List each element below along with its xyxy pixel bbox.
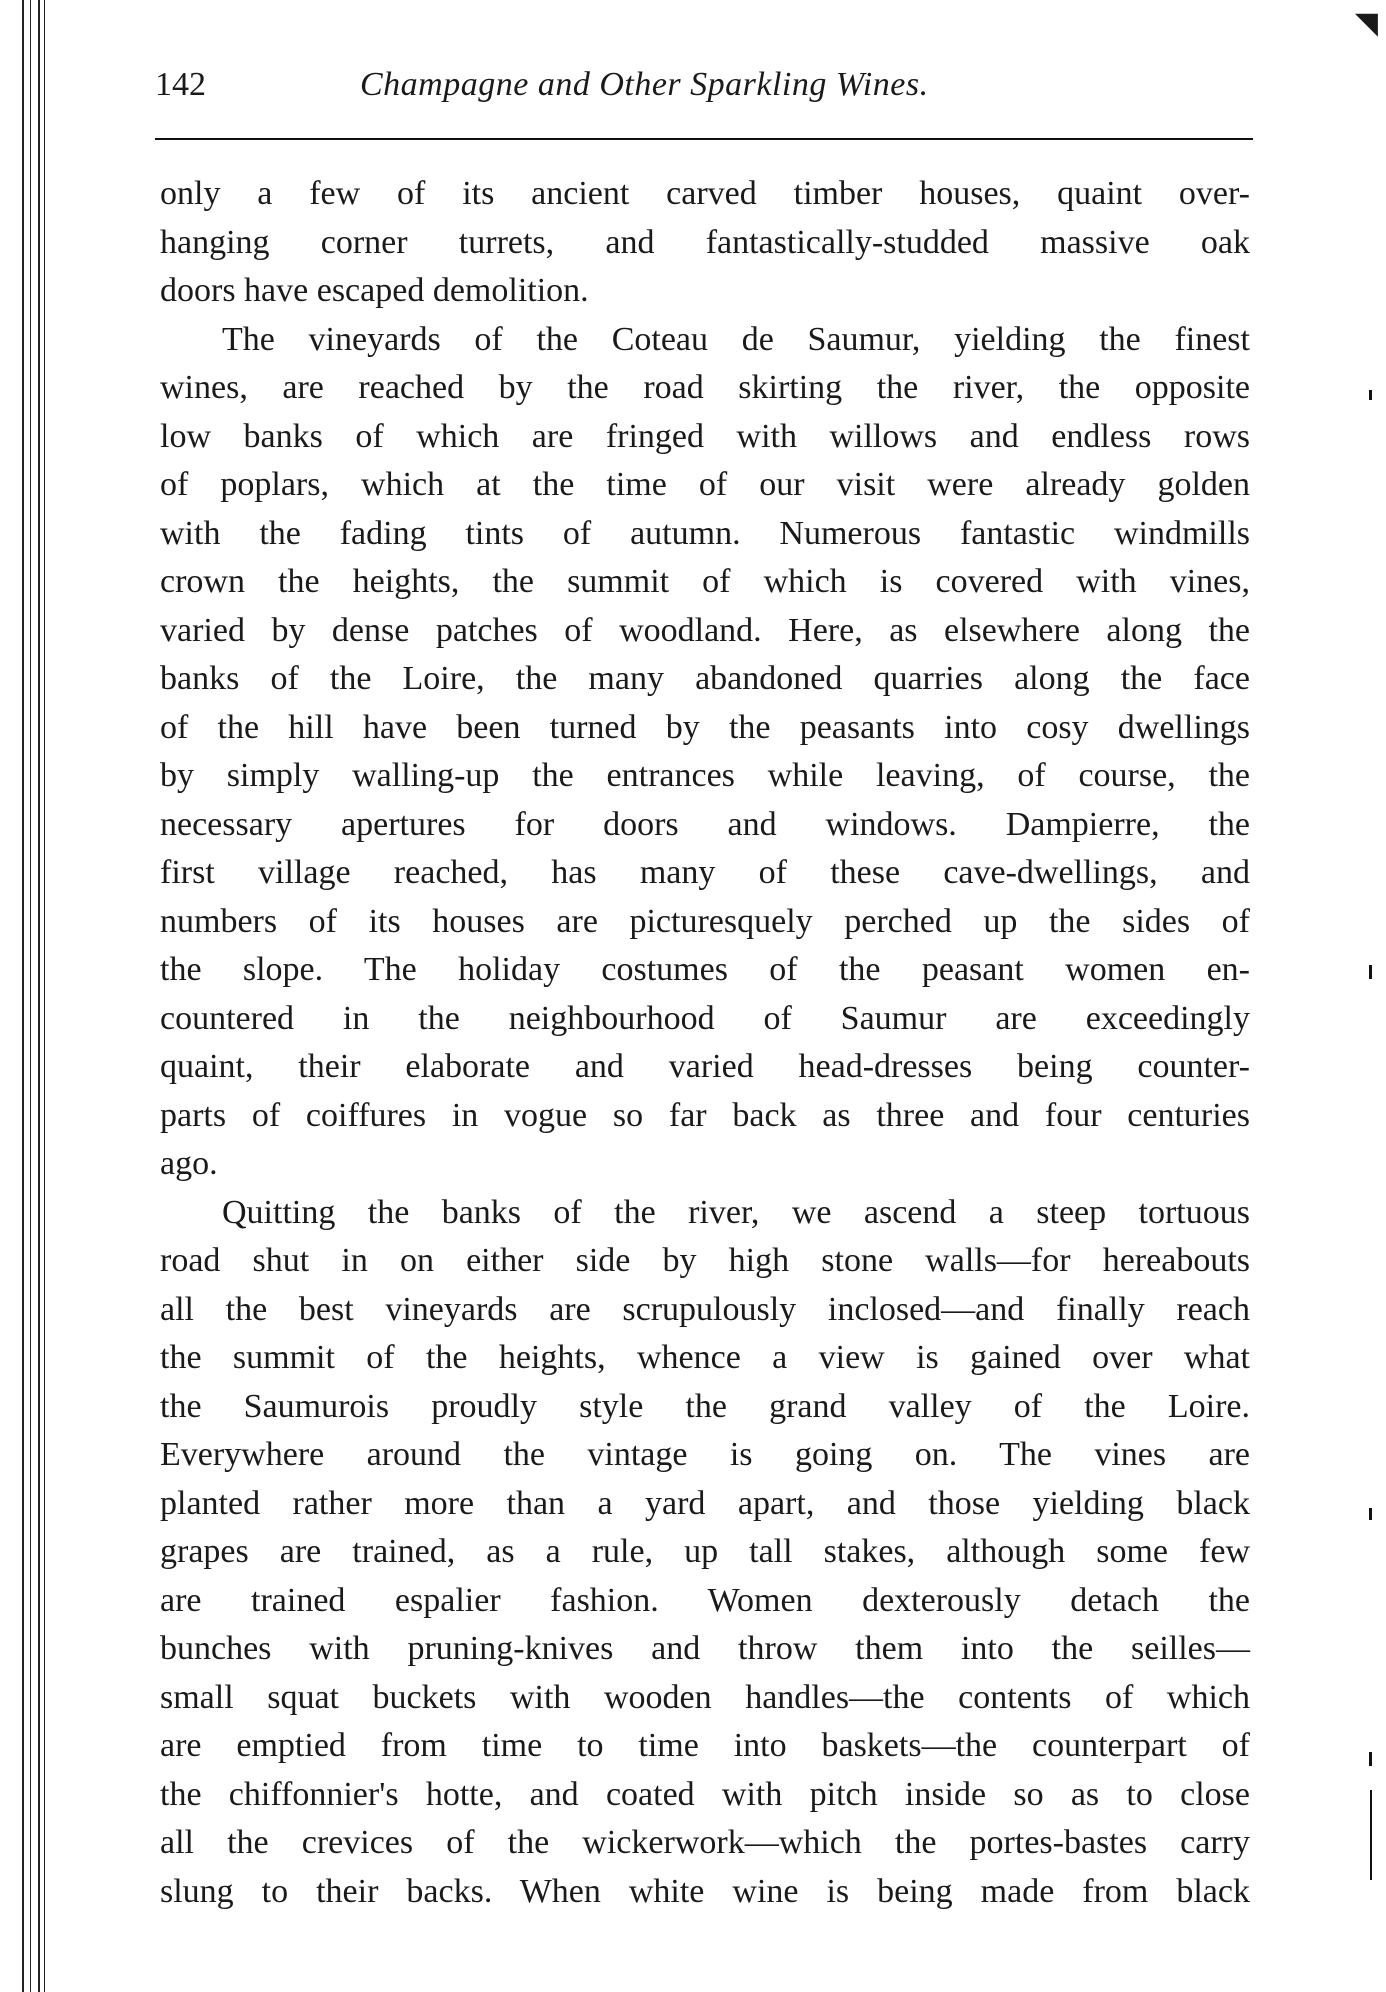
text-line: Quitting the banks of the river, we ascend a steep tortuous — [222, 1193, 1250, 1231]
text-line: are emptied from time to time into baskets—the counterpart of — [160, 1727, 1250, 1764]
text-line: doors have escaped demolition. — [160, 272, 589, 309]
margin-tick-mark — [1369, 965, 1372, 979]
text-line: grapes are trained, as a rule, up tall stakes, although some few — [160, 1533, 1250, 1570]
text-line: wines, are reached by the road skirting the river, the opposite — [160, 369, 1250, 406]
margin-tick-mark — [1369, 390, 1372, 400]
scan-edge-line — [22, 0, 24, 1992]
text-line: low banks of which are fringed with willows and endless rows — [160, 417, 1250, 455]
text-line: bunches with pruning-knives and throw them into the seilles— — [160, 1630, 1250, 1667]
scan-edge-line — [30, 0, 31, 1992]
text-line: by simply walling-up the entrances while leaving, of course, the — [160, 757, 1250, 794]
text-line: the chiffonnier's hotte, and coated with pitch inside so as to close — [160, 1775, 1250, 1813]
running-title: Champagne and Other Sparkling Wines. — [360, 66, 929, 103]
text-line: with the fading tints of autumn. Numerous fantastic windmills — [160, 514, 1250, 552]
page-header — [155, 66, 1250, 118]
scan-edge-line — [38, 0, 40, 1992]
text-line: the slope. The holiday costumes of the peasant women en- — [160, 951, 1250, 988]
text-line: countered in the neighbourhood of Saumur are exceedingly — [160, 999, 1250, 1037]
text-line: planted rather more than a yard apart, and those yielding black — [160, 1484, 1250, 1522]
text-line: quaint, their elaborate and varied head-dresses being counter- — [160, 1048, 1250, 1085]
text-line: first village reached, has many of these cave-dwellings, and — [160, 854, 1250, 891]
text-line: road shut in on either side by high stone walls—for hereabouts — [160, 1242, 1250, 1279]
text-line: ago. — [160, 1145, 218, 1182]
text-line: parts of coiffures in vogue so far back as three and four centuries — [160, 1096, 1250, 1134]
corner-arrow-icon: ◥ — [1354, 6, 1378, 41]
text-line: the summit of the heights, whence a view is gained over what — [160, 1339, 1250, 1376]
text-line: of poplars, which at the time of our visit were already golden — [160, 466, 1250, 503]
margin-tick-mark — [1369, 1752, 1372, 1766]
scan-edge-line — [44, 0, 45, 1992]
text-line: numbers of its houses are picturesquely perched up the sides of — [160, 902, 1250, 940]
text-line: crown the heights, the summit of which is covered with vines, — [160, 563, 1250, 600]
text-line: varied by dense patches of woodland. Here, as elsewhere along the — [160, 611, 1250, 649]
margin-tick-mark — [1369, 1508, 1372, 1520]
text-line: the Saumurois proudly style the grand valley of the Loire. — [160, 1387, 1250, 1425]
text-line: are trained espalier fashion. Women dexterously detach the — [160, 1581, 1250, 1619]
margin-tick-mark — [1370, 1790, 1372, 1880]
page-number: 142 — [155, 66, 206, 103]
text-line: small squat buckets with wooden handles—the contents of which — [160, 1678, 1250, 1716]
text-line: all the crevices of the wickerwork—which the portes-bastes carry — [160, 1824, 1250, 1861]
text-line: necessary apertures for doors and windows. Dampierre, the — [160, 805, 1250, 843]
text-line: only a few of its ancient carved timber houses, quaint over- — [160, 175, 1250, 212]
text-line: banks of the Loire, the many abandoned quarries along the face — [160, 660, 1250, 697]
body-text — [160, 170, 1250, 1916]
text-line: of the hill have been turned by the peasants into cosy dwellings — [160, 708, 1250, 746]
header-rule — [155, 138, 1253, 140]
text-line: slung to their backs. When white wine is being made from black — [160, 1872, 1250, 1910]
text-line: The vineyards of the Coteau de Saumur, yielding the finest — [222, 320, 1250, 358]
text-line: all the best vineyards are scrupulously inclosed—and finally reach — [160, 1290, 1250, 1328]
text-line: hanging corner turrets, and fantastically-studded massive oak — [160, 223, 1250, 261]
text-line: Everywhere around the vintage is going on. The vines are — [160, 1436, 1250, 1473]
